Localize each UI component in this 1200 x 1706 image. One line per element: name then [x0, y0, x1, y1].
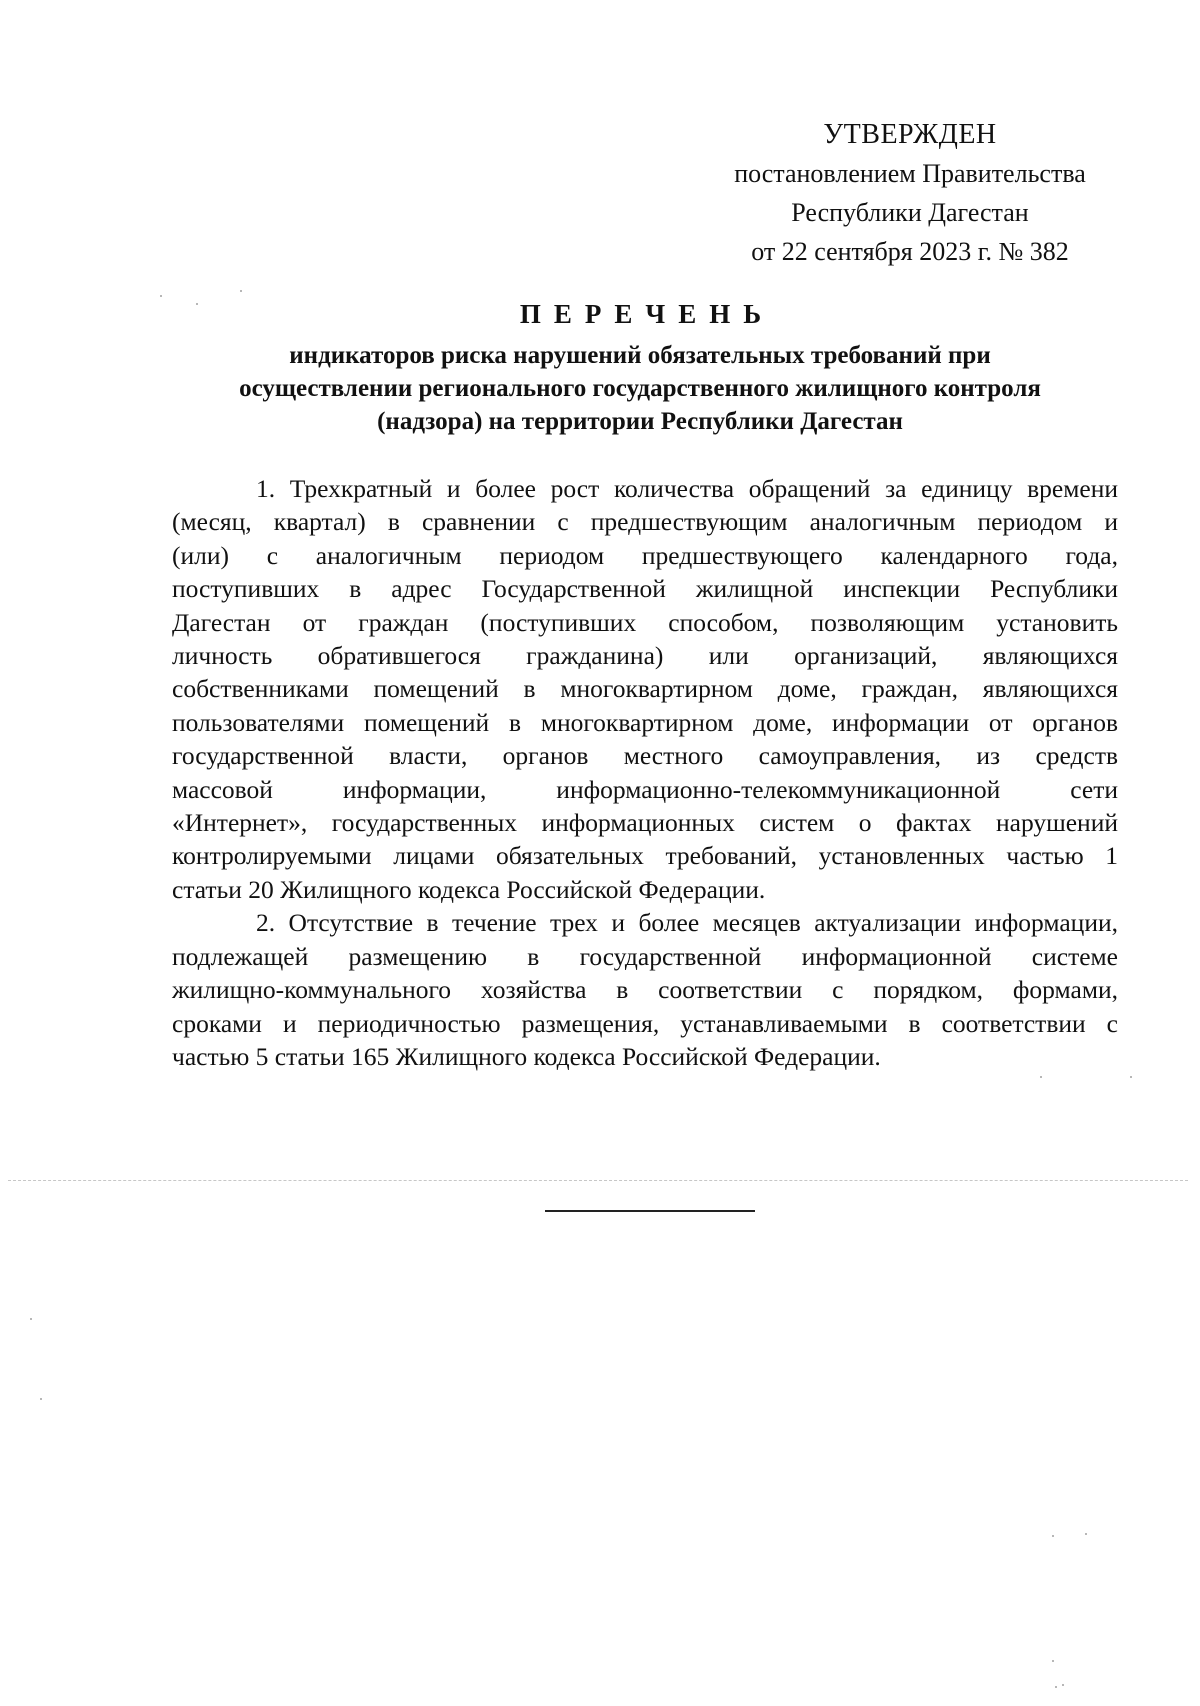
paragraph-line: «Интернет», государственных информационных систем о фактах нарушений	[172, 808, 1118, 838]
subtitle-line-3: (надзора) на территории Республики Дагестан	[377, 408, 903, 435]
paragraph-line: пользователями помещений в многоквартирном доме, информации от органов	[172, 707, 1118, 737]
document-body	[172, 472, 1118, 1073]
paragraph-line: (месяц, квартал) в сравнении с предшествующим аналогичным периодом и	[172, 507, 1118, 537]
document-title: ПЕРЕЧЕНЬ	[519, 299, 775, 329]
paragraph-line: сроками и периодичностью размещения, устанавливаемыми в соответствии с	[172, 1008, 1118, 1038]
scan-speck	[196, 303, 198, 305]
title-block	[160, 295, 1120, 438]
scan-speck	[160, 295, 162, 297]
scan-speck	[240, 290, 242, 292]
scan-speck	[40, 1398, 42, 1400]
scan-speck	[1130, 1076, 1132, 1078]
paragraph-line: поступивших в адрес Государственной жилищной инспекции Республики	[172, 574, 1118, 604]
document-subtitle	[160, 339, 1120, 438]
subtitle-line-1: индикаторов риска нарушений обязательных требований при	[289, 342, 991, 369]
paragraph-line: государственной власти, органов местного самоуправления, из средств	[172, 741, 1118, 771]
scan-speck	[1052, 1535, 1054, 1537]
paragraph-line: частью 5 статьи 165 Жилищного кодекса Российской Федерации.	[172, 1041, 881, 1071]
scan-artifact-line	[8, 1180, 1188, 1181]
approval-line-2: Республики Дагестан	[791, 198, 1029, 227]
paragraph-line: подлежащей размещению в государственной информационной системе	[172, 941, 1118, 971]
paragraph-1	[172, 472, 1118, 906]
approval-line-3: от 22 сентября 2023 г. № 382	[751, 237, 1069, 266]
scan-speck	[1062, 1684, 1064, 1686]
paragraph-line: Дагестан от граждан (поступивших способом, позволяющим установить	[172, 607, 1118, 637]
scan-speck	[1085, 1533, 1087, 1535]
scan-speck	[30, 1318, 32, 1320]
paragraph-2	[172, 906, 1118, 1073]
paragraph-line: 1. Трехкратный и более рост количества обращений за единицу времени	[256, 474, 1118, 503]
approval-line-1: постановлением Правительства	[734, 159, 1086, 188]
scan-speck	[1040, 1076, 1042, 1078]
end-of-document-rule	[545, 1210, 755, 1212]
paragraph-line: статьи 20 Жилищного кодекса Российской Федерации.	[172, 874, 766, 904]
paragraph-line: жилищно-коммунального хозяйства в соответствии с порядком, формами,	[172, 975, 1118, 1005]
paragraph-line: контролируемыми лицами обязательных требований, установленных частью 1	[172, 841, 1118, 871]
paragraph-line: личность обратившегося гражданина) или организаций, являющихся	[172, 641, 1118, 671]
paragraph-line: собственниками помещений в многоквартирном доме, граждан, являющихся	[172, 674, 1118, 704]
approval-stamp-block	[700, 115, 1120, 271]
paragraph-line: 2. Отсутствие в течение трех и более месяцев актуализации информации,	[256, 908, 1118, 938]
paragraph-line: (или) с аналогичным периодом предшествующего календарного года,	[172, 540, 1118, 570]
paragraph-line: массовой информации, информационно-телекоммуникационной сети	[172, 774, 1118, 804]
scan-speck	[1055, 1686, 1057, 1688]
subtitle-line-2: осуществлении регионального государственного жилищного контроля	[239, 375, 1041, 402]
approval-heading: УТВЕРЖДЕН	[823, 119, 997, 150]
scan-speck	[1052, 1660, 1054, 1662]
